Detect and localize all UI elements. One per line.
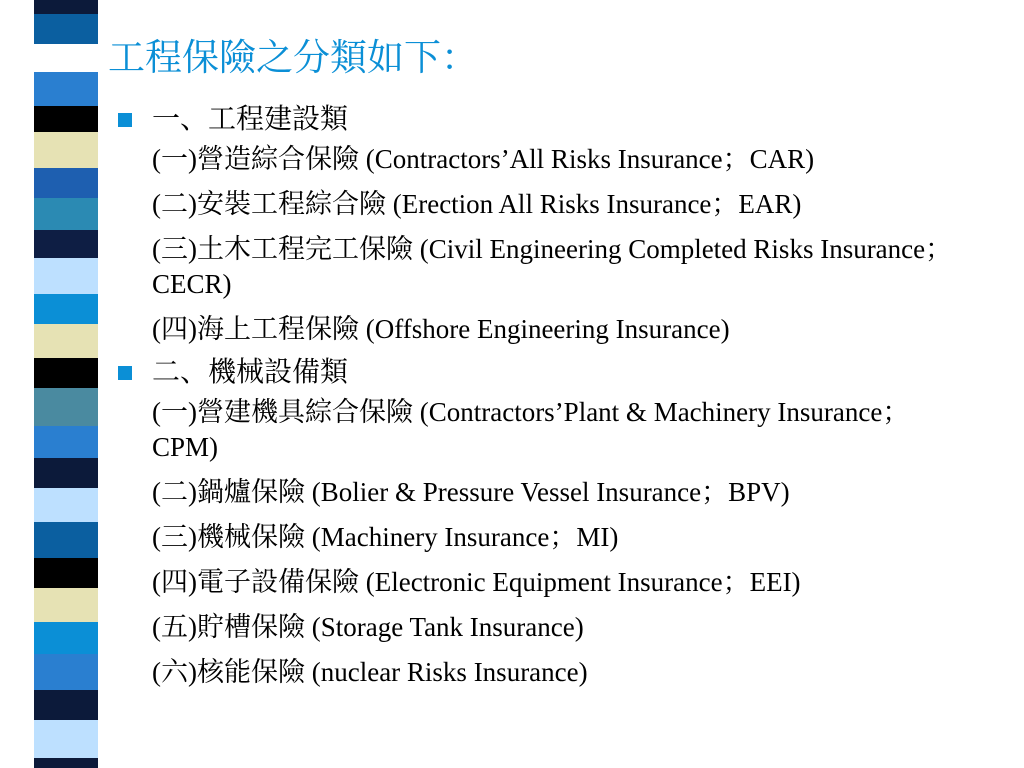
stripe-segment xyxy=(34,522,98,558)
list-item: (四)電子設備保險 (Electronic Equipment Insurance；EEI) xyxy=(152,567,801,597)
section-label: 二、機械設備類 xyxy=(152,355,349,388)
stripe-segment xyxy=(34,324,98,358)
stripe-segment xyxy=(34,198,98,230)
list-item: (二)鍋爐保險 (Bolier & Pressure Vessel Insurance；BPV) xyxy=(152,477,790,507)
stripe-segment xyxy=(34,44,98,72)
square-bullet-icon xyxy=(118,366,132,380)
stripe-segment xyxy=(34,622,98,654)
section-heading-machinery xyxy=(108,353,968,391)
stripe-segment xyxy=(34,758,98,768)
list-item: (一)營建機具綜合保險 (Contractors’Plant & Machinery Insurance；CPM) xyxy=(152,397,910,462)
stripe-segment xyxy=(34,72,98,106)
list-item: (二)安裝工程綜合險 (Erection All Risks Insurance；EAR) xyxy=(152,189,802,219)
stripe-segment xyxy=(34,230,98,258)
square-bullet-icon xyxy=(118,113,132,127)
stripe-segment xyxy=(34,654,98,690)
slide-title: 工程保險之分類如下： xyxy=(108,36,478,79)
section-label: 一、工程建設類 xyxy=(152,102,349,135)
stripe-segment xyxy=(34,14,98,44)
list-item: (一)營造綜合保險 (Contractors’All Risks Insurance；CAR) xyxy=(152,144,815,174)
list-item: (四)海上工程保險 (Offshore Engineering Insurance) xyxy=(152,314,730,344)
stripe-segment xyxy=(34,0,98,14)
stripe-segment xyxy=(34,388,98,426)
slide-content xyxy=(108,100,968,690)
stripe-segment xyxy=(34,558,98,588)
stripe-segment xyxy=(34,132,98,168)
stripe-segment xyxy=(34,258,98,294)
stripe-segment xyxy=(34,426,98,458)
section-heading-construction xyxy=(108,100,968,138)
stripe-segment xyxy=(34,588,98,622)
list-item: (三)機械保險 (Machinery Insurance；MI) xyxy=(152,522,619,552)
decorative-stripe xyxy=(34,0,98,768)
stripe-segment xyxy=(34,720,98,758)
list-item: (五)貯槽保險 (Storage Tank Insurance) xyxy=(152,612,584,642)
stripe-segment xyxy=(34,488,98,522)
list-item: (三)土木工程完工保險 (Civil Engineering Completed Risks Insurance；CECR) xyxy=(152,234,953,299)
stripe-segment xyxy=(34,168,98,198)
stripe-segment xyxy=(34,690,98,720)
list-item: (六)核能保險 (nuclear Risks Insurance) xyxy=(152,657,588,687)
stripe-segment xyxy=(34,106,98,132)
stripe-segment xyxy=(34,458,98,488)
stripe-segment xyxy=(34,294,98,324)
stripe-segment xyxy=(34,358,98,388)
